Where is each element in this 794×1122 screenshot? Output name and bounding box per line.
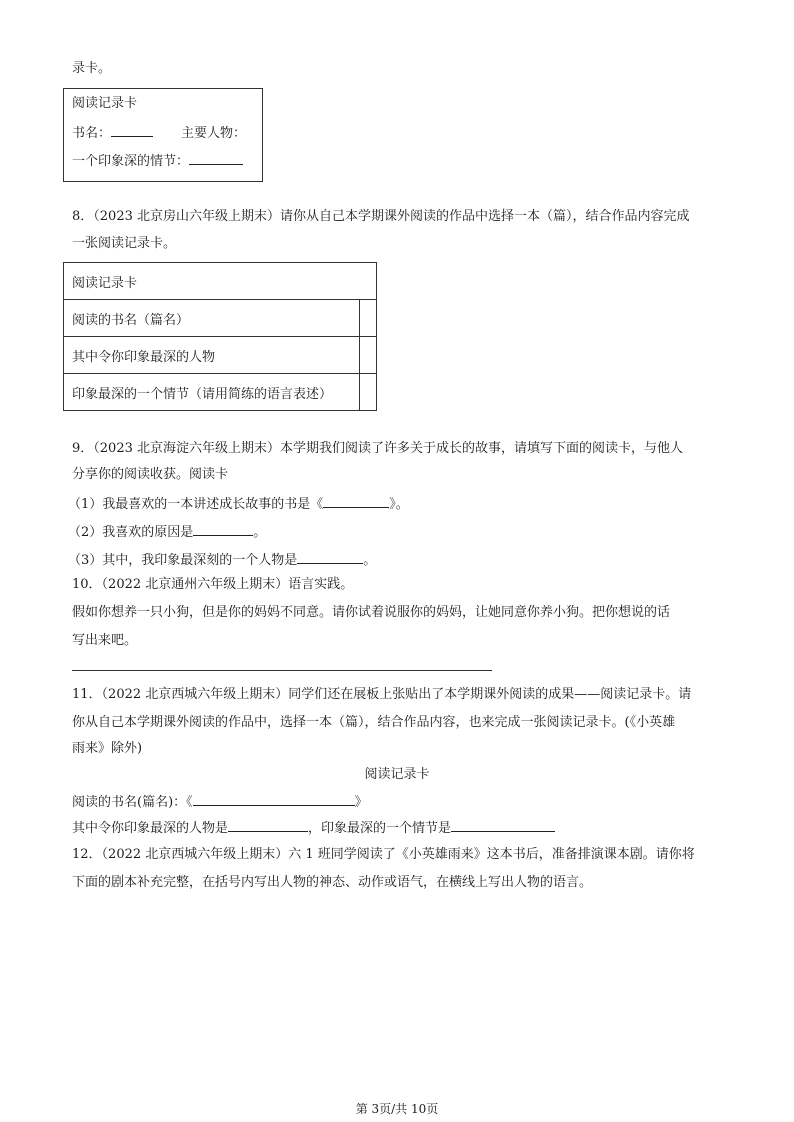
- q9-item3-close: 。: [363, 553, 377, 568]
- q10-answer-line[interactable]: [72, 670, 492, 671]
- q12-text-line1: 12．（2022 北京西城六年级上期末）六 1 班同学阅读了《小英雄雨来》这本书后，准备排演课本剧。请你将: [72, 847, 695, 862]
- q10-text-line2: 假如你想养一只小狗，但是你的妈妈不同意。请你试着说服你的妈妈，让她同意你养小狗。把你想说的话: [72, 605, 671, 620]
- q11-book-close: 》: [354, 795, 368, 810]
- reason-blank[interactable]: [193, 522, 253, 536]
- book-blank[interactable]: [111, 123, 153, 137]
- q9-text-line2: 分享你的阅读收获。阅读卡: [72, 467, 229, 482]
- q9-item3-prompt: （3）其中，我印象最深刻的一个人物是: [68, 553, 298, 568]
- q11-text-line3: 雨来》除外): [72, 741, 143, 756]
- q8-text-line2: 一张阅读记录卡。: [72, 236, 177, 251]
- table-row: [64, 374, 377, 411]
- table-row: [64, 337, 377, 374]
- q11-plot-blank[interactable]: [451, 818, 555, 832]
- q11-plot-prompt: ，印象最深的一个情节是: [308, 821, 452, 836]
- reading-card-example: [63, 88, 263, 182]
- q9-item1-close: 》。: [389, 497, 409, 512]
- q9-item1: [68, 494, 409, 514]
- q9-item2: [68, 522, 266, 542]
- main-character-label: 主要人物：: [181, 126, 247, 141]
- q11-book-row: [72, 792, 368, 812]
- q11-text-line1: 11．（2022 北京西城六年级上期末）同学们还在展板上张贴出了本学期课外阅读的成果——阅读记录卡。请: [72, 687, 692, 702]
- plot-label: 一个印象深的情节：: [72, 154, 190, 169]
- q11-card-title: 阅读记录卡: [364, 767, 430, 782]
- q9-item3: [68, 550, 376, 570]
- plot-blank[interactable]: [189, 151, 243, 165]
- previous-question-fragment: 录卡。: [72, 61, 112, 76]
- q11-text-line2: 你从自己本学期课外阅读的作品中，选择一本（篇），结合作品内容，也来完成一张阅读记录卡。(《小英雄: [72, 715, 676, 730]
- character-blank[interactable]: [297, 550, 363, 564]
- q11-book-blank[interactable]: [193, 792, 355, 806]
- q9-item2-prompt: （2）我喜欢的原因是: [68, 525, 194, 540]
- book-label: 书名：: [72, 126, 112, 141]
- row-label: 阅读的书名（篇名）: [64, 300, 360, 337]
- q8-text-line1: 8．（2023 北京房山六年级上期末）请你从自己本学期课外阅读的作品中选择一本（篇），结合作品内容完成: [72, 209, 690, 224]
- answer-cell[interactable]: [360, 300, 377, 337]
- answer-cell[interactable]: [360, 337, 377, 374]
- q8-reading-card-table: [63, 262, 377, 411]
- q11-character-prompt: 其中令你印象最深的人物是: [72, 821, 229, 836]
- q11-character-row: [72, 818, 555, 838]
- book-name-row: [72, 123, 246, 143]
- q9-text-line1: 9．（2023 北京海淀六年级上期末）本学期我们阅读了许多关于成长的故事，请填写下面的阅读卡，与他人: [72, 441, 683, 456]
- q11-character-blank[interactable]: [228, 818, 308, 832]
- q9-item2-close: 。: [253, 525, 267, 540]
- row-label: 印象最深的一个情节（请用简练的语言表述）: [64, 374, 360, 411]
- q11-book-prompt: 阅读的书名(篇名)：《: [72, 795, 193, 810]
- table-header: 阅读记录卡: [64, 263, 377, 300]
- q9-item1-prompt: （1）我最喜欢的一本讲述成长故事的书是《: [68, 497, 324, 512]
- row-label: 其中令你印象最深的人物: [64, 337, 360, 374]
- q12-text-line2: 下面的剧本补充完整，在括号内写出人物的神态、动作或语气，在横线上写出人物的语言。: [72, 875, 593, 890]
- q10-text-line3: 写出来吧。: [72, 633, 138, 648]
- favorite-book-blank[interactable]: [323, 494, 389, 508]
- page-number-footer: 第 3页/共 10页: [355, 1102, 439, 1116]
- card-title: 阅读记录卡: [72, 96, 138, 111]
- table-row: [64, 300, 377, 337]
- q10-text-line1: 10．（2022 北京通州六年级上期末）语言实践。: [72, 577, 354, 592]
- answer-cell[interactable]: [360, 374, 377, 411]
- plot-row: [72, 151, 243, 171]
